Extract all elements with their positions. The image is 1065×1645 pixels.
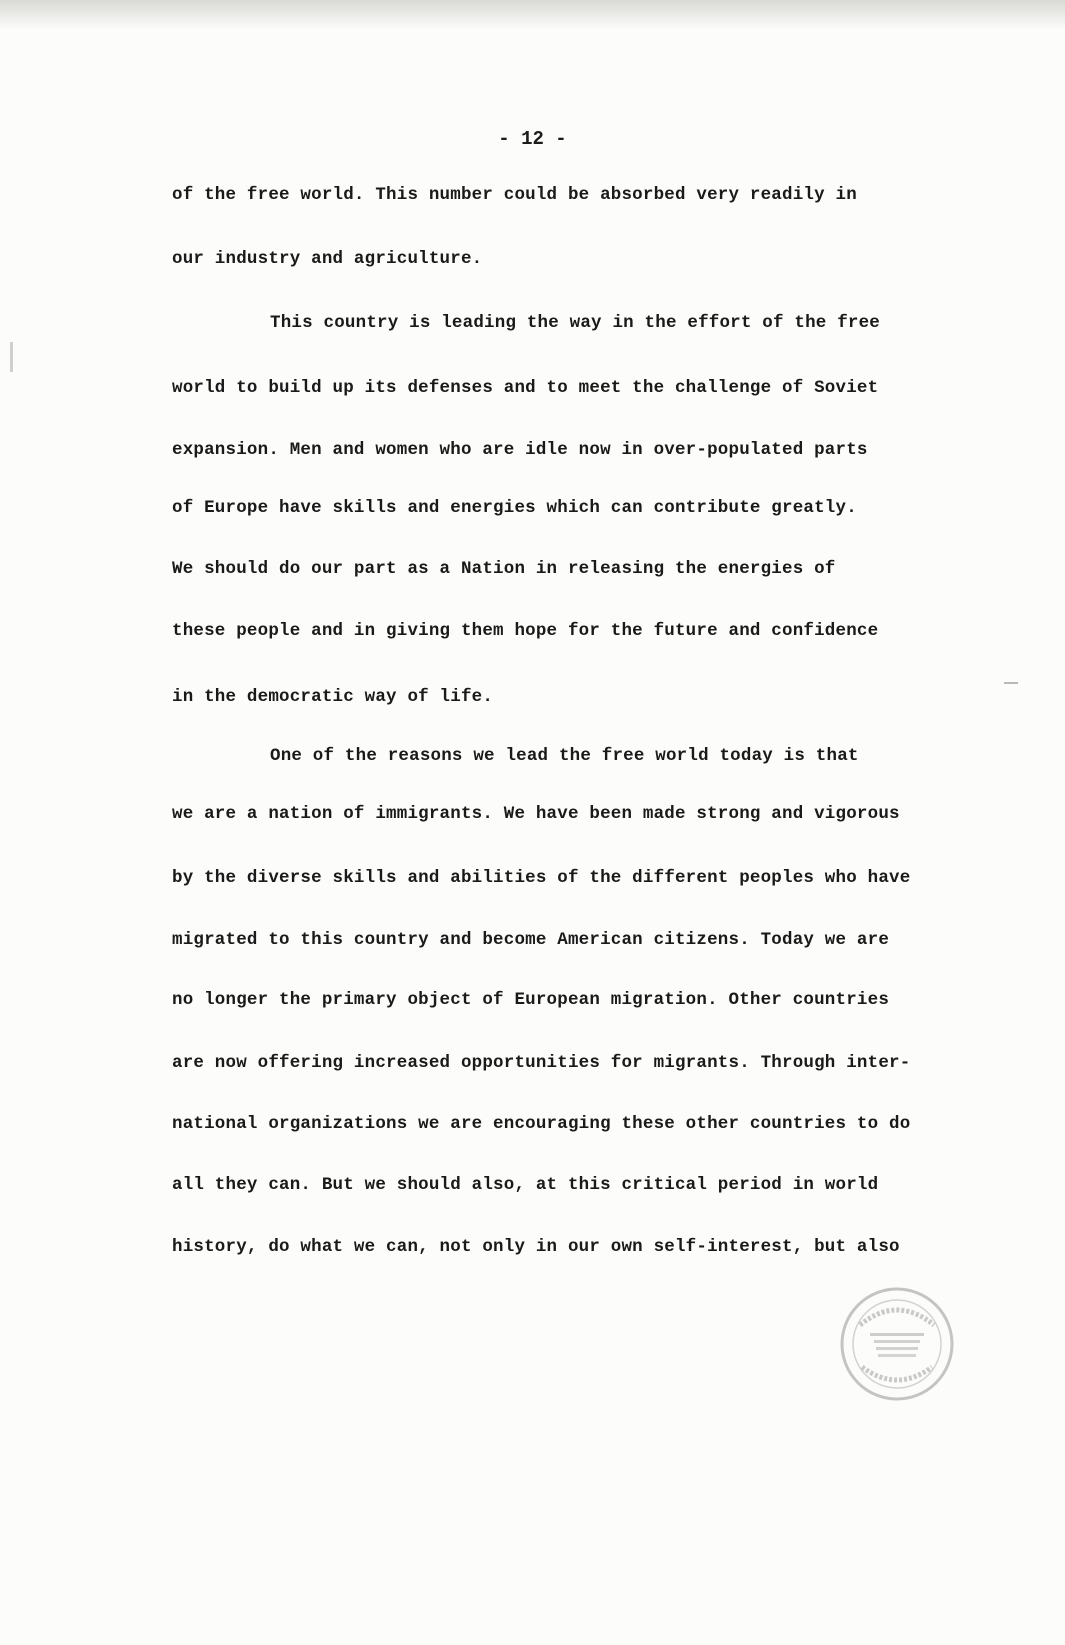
text-line: migrated to this country and become American citizens. Today we are (172, 930, 890, 950)
text-line: expansion. Men and women who are idle now in over-populated parts (172, 440, 868, 460)
page-edge-shadow (0, 0, 1065, 30)
text-line: One of the reasons we lead the free world today is that (270, 746, 859, 766)
text-line: all they can. But we should also, at this critical period in world (172, 1175, 879, 1195)
margin-dash-mark (1004, 682, 1018, 684)
margin-mark (10, 342, 13, 372)
text-line: This country is leading the way in the effort of the free (270, 313, 880, 333)
text-line: history, do what we can, not only in our own self-interest, but also (172, 1237, 900, 1257)
library-stamp (838, 1285, 956, 1403)
text-line: our industry and agriculture. (172, 249, 483, 269)
text-line: of Europe have skills and energies which can contribute greatly. (172, 498, 857, 518)
text-line: world to build up its defenses and to meet the challenge of Soviet (172, 378, 879, 398)
text-line: of the free world. This number could be absorbed very readily in (172, 185, 857, 205)
text-line: these people and in giving them hope for the future and confidence (172, 621, 879, 641)
text-line: in the democratic way of life. (172, 687, 494, 707)
text-line: we are a nation of immigrants. We have been made strong and vigorous (172, 804, 900, 824)
text-line: no longer the primary object of European migration. Other countries (172, 990, 890, 1010)
stamp-seal-icon (838, 1285, 956, 1403)
text-line: by the diverse skills and abilities of the different peoples who have (172, 868, 911, 888)
text-line: national organizations we are encouraging these other countries to do (172, 1114, 911, 1134)
text-line: are now offering increased opportunities for migrants. Through inter- (172, 1053, 911, 1073)
page-number: - 12 - (498, 128, 567, 150)
text-line: We should do our part as a Nation in releasing the energies of (172, 559, 836, 579)
